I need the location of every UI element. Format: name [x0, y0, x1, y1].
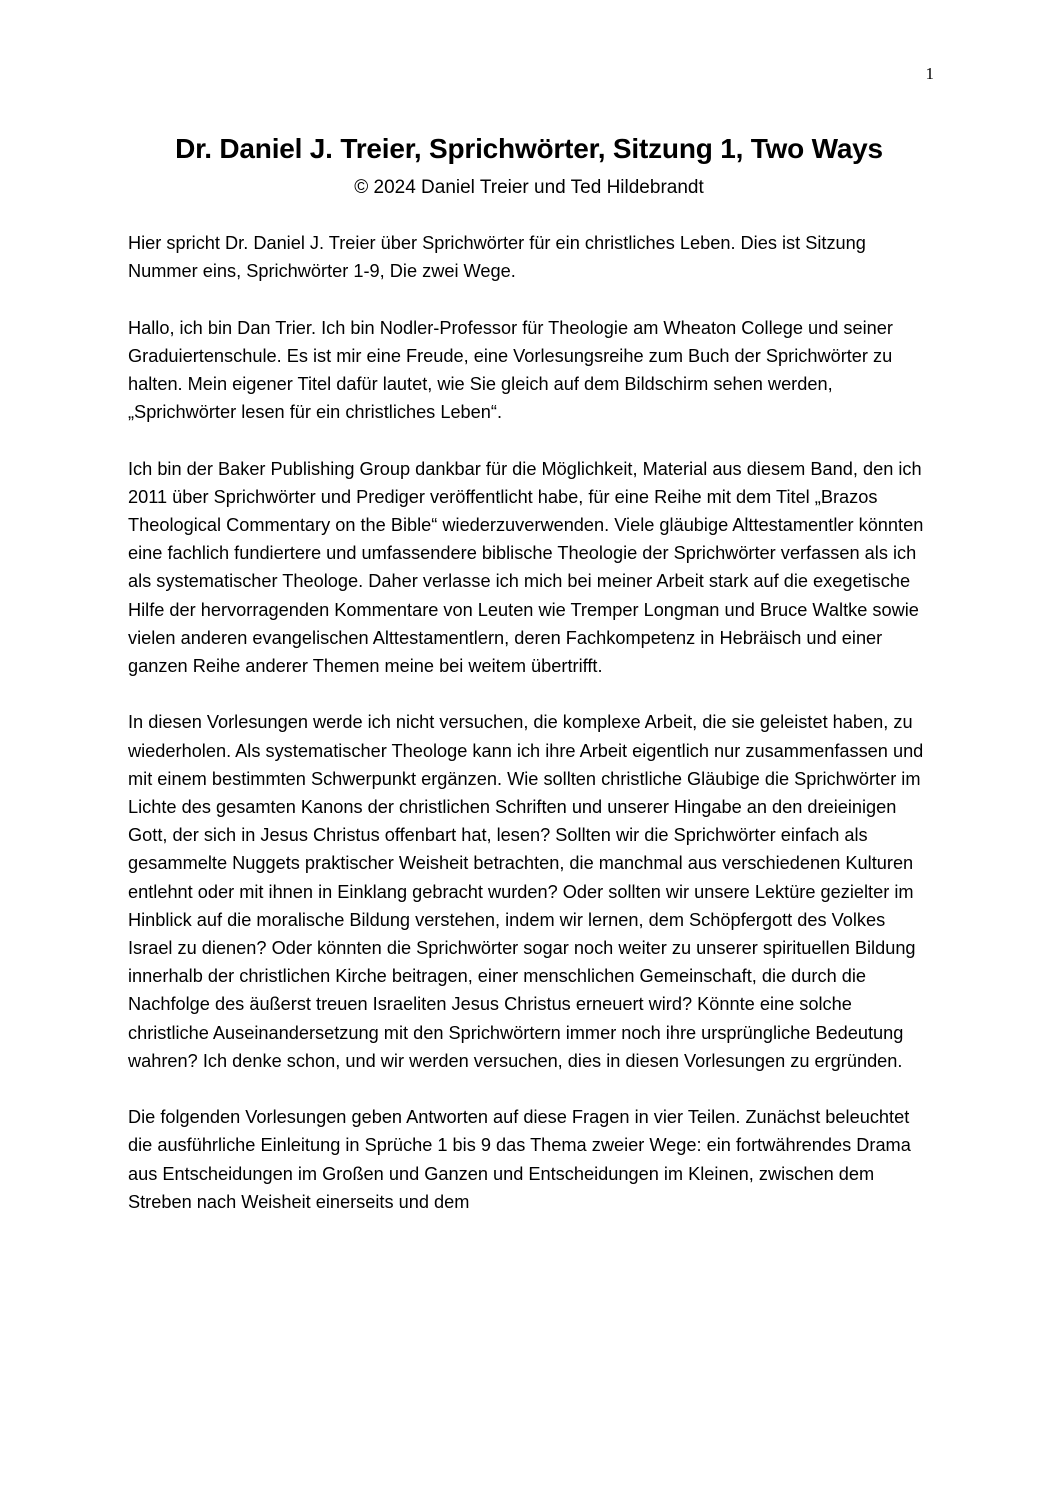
- paragraph-greeting: Hallo, ich bin Dan Trier. Ich bin Nodler-Professor für Theologie am Wheaton College und seiner Graduiertenschule. Es ist mir eine Freude, eine Vorlesungsreihe zum Buch der Sprichwörter zu halten. Mein eigener Titel dafür lautet, wie Sie gleich auf dem Bildschirm sehen werden, „Sprichwörter lesen für ein christliches Leben“.: [128, 317, 893, 423]
- paragraph-outline: Die folgenden Vorlesungen geben Antworten auf diese Fragen in vier Teilen. Zunächst beleuchtet die ausführliche Einleitung in Sprüche 1 bis 9 das Thema zweier Wege: ein fortwährendes Drama aus Entscheidungen im Großen und Ganzen und Entscheidungen im Kleinen, zwischen dem Streben nach Weisheit einerseits und dem: [128, 1107, 911, 1212]
- copyright-line: © 2024 Daniel Treier und Ted Hildebrandt: [354, 177, 704, 198]
- paragraph-intro: Hier spricht Dr. Daniel J. Treier über Sprichwörter für ein christliches Leben. Dies ist Sitzung Nummer eins, Sprichwörter 1-9, Die zwei Wege.: [128, 233, 866, 282]
- page-number: 1: [925, 64, 934, 83]
- paragraph-acknowledgement: Ich bin der Baker Publishing Group dankbar für die Möglichkeit, Material aus diesem Band, den ich 2011 über Sprichwörter und Prediger veröffentlicht habe, für eine Reihe mit dem Titel „Brazos Theological Commentary on the Bible“ wiederzuverwenden. Viele gläubige Alttestamentler könnten eine fachlich fundiertere und umfassendere biblische Theologie der Sprichwörter verfassen als ich als systematischer Theologe. Daher verlasse ich mich bei meiner Arbeit stark auf die exegetische Hilfe der hervorragenden Kommentare von Leuten wie Tremper Longman und Bruce Waltke sowie vielen anderen evangelischen Alttestamentlern, deren Fachkompetenz in Hebräisch und einer ganzen Reihe anderer Themen meine bei weitem übertrifft.: [128, 458, 924, 677]
- document-body: [128, 229, 933, 1244]
- document-title: Dr. Daniel J. Treier, Sprichwörter, Sitzung 1, Two Ways: [175, 133, 883, 164]
- paragraph-questions: In diesen Vorlesungen werde ich nicht versuchen, die komplexe Arbeit, die sie geleistet haben, zu wiederholen. Als systematischer Theologe kann ich ihre Arbeit eigentlich nur zusammenfassen und mit einem bestimmten Schwerpunkt ergänzen. Wie sollten christliche Gläubige die Sprichwörter im Lichte des gesamten Kanons der christlichen Schriften und unserer Hingabe an den dreieinigen Gott, der sich in Jesus Christus offenbart hat, lesen? Sollten wir die Sprichwörter einfach als gesammelte Nuggets praktischer Weisheit betrachten, die manchmal aus verschiedenen Kulturen entlehnt oder mit ihnen in Einklang gebracht wurden? Oder sollten wir unsere Lektüre gezielter im Hinblick auf die moralische Bildung verstehen, indem wir lernen, dem Schöpfergott des Volkes Israel zu dienen? Oder könnten die Sprichwörter sogar noch weiter zu unserer spirituellen Bildung innerhalb der christlichen Kirche beitragen, einer menschlichen Gemeinschaft, die durch die Nachfolge des äußerst treuen Israeliten Jesus Christus erneuert wird? Könnte eine solche christliche Auseinandersetzung mit den Sprichwörtern immer noch ihre ursprüngliche Bedeutung wahren? Ich denke schon, und wir werden versuchen, dies in diesen Vorlesungen zu ergründen.: [128, 712, 924, 1071]
